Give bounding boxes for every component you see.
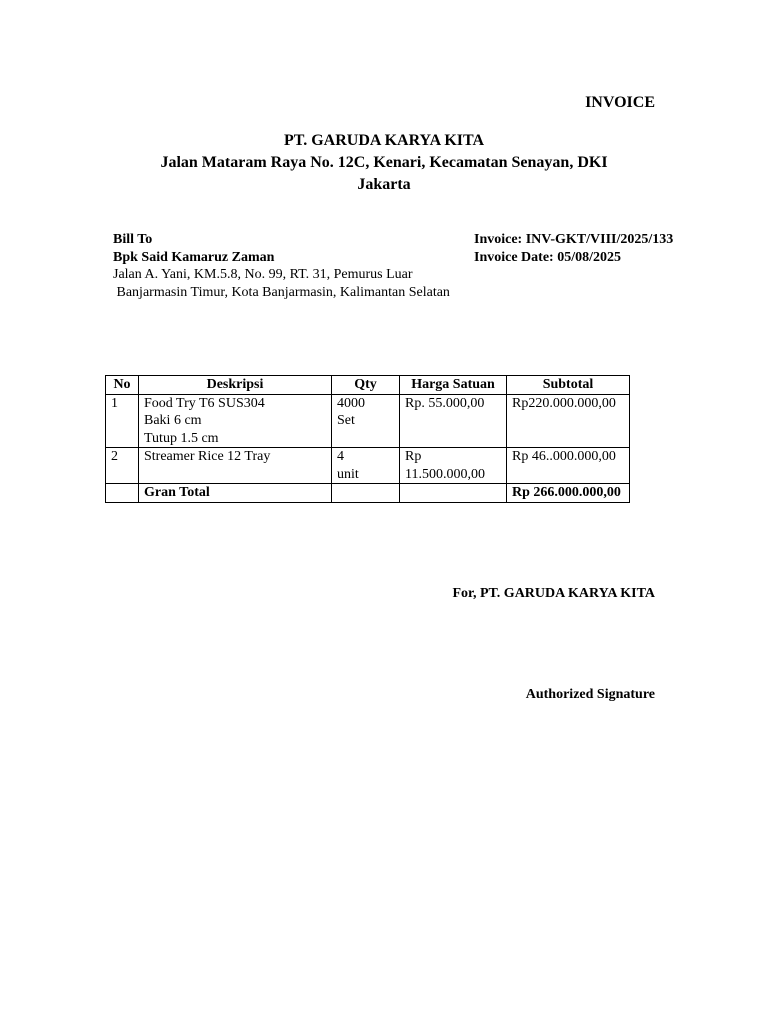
cell-qty: [332, 394, 400, 448]
bill-to-name: Bpk Said Kamaruz Zaman: [113, 249, 275, 265]
cell-qty: [332, 448, 400, 484]
bill-to-address-line-1: Jalan A. Yani, KM.5.8, No. 99, RT. 31, Pemurus Luar: [113, 267, 413, 282]
cell-empty: [106, 484, 139, 503]
unit-price-line: Rp: [405, 449, 422, 464]
table-total-row: [106, 484, 630, 503]
items-table: [105, 375, 630, 503]
company-header: [110, 130, 658, 196]
bill-to-address-line-2: Banjarmasin Timur, Kota Banjarmasin, Kalimantan Selatan: [113, 284, 450, 300]
table-row: [106, 394, 630, 448]
header-unit-price: Harga Satuan: [400, 376, 507, 395]
invoice-title: INVOICE: [585, 94, 655, 111]
header-qty: Qty: [332, 376, 400, 395]
cell-unit-price: [400, 448, 507, 484]
cell-description: [139, 448, 332, 484]
company-address-line-1: Jalan Mataram Raya No. 12C, Kenari, Kecamatan Senayan, DKI: [160, 154, 608, 171]
cell-empty: [400, 484, 507, 503]
cell-subtotal: Rp 46..000.000,00: [507, 448, 630, 484]
cell-subtotal: Rp220.000.000,00: [507, 394, 630, 448]
qty-value: 4: [337, 449, 344, 464]
cell-no: 1: [106, 394, 139, 448]
grand-total-value: Rp 266.000.000,00: [507, 484, 630, 503]
invoice-number: Invoice: INV-GKT/VIII/2025/133: [474, 232, 674, 247]
table-row: [106, 448, 630, 484]
unit-price-line: Rp. 55.000,00: [405, 395, 485, 411]
company-name: PT. GARUDA KARYA KITA: [283, 132, 485, 149]
cell-empty: [332, 484, 400, 503]
authorized-signature-label: Authorized Signature: [525, 687, 655, 702]
table-header-row: [106, 376, 630, 395]
for-company-line: For, PT. GARUDA KARYA KITA: [452, 586, 655, 601]
unit-price-line: 11.500.000,00: [405, 466, 485, 482]
cell-no: 2: [106, 448, 139, 484]
qty-unit: Set: [337, 413, 355, 428]
description-line: Baki 6 cm: [144, 413, 202, 428]
header-no: No: [106, 376, 139, 395]
header-subtotal: Subtotal: [507, 376, 630, 395]
cell-unit-price: [400, 394, 507, 448]
cell-description: [139, 394, 332, 448]
description-line: Food Try T6 SUS304: [144, 395, 265, 411]
qty-unit: unit: [337, 466, 359, 482]
header-description: Deskripsi: [139, 376, 332, 395]
qty-value: 4000: [337, 395, 365, 411]
description-line: Streamer Rice 12 Tray: [144, 449, 271, 464]
invoice-date: Invoice Date: 05/08/2025: [474, 249, 621, 265]
bill-to-block: [113, 231, 450, 301]
bill-to-label: Bill To: [113, 232, 153, 247]
invoice-info-block: [474, 231, 673, 266]
grand-total-label: Gran Total: [139, 484, 332, 503]
company-address-line-2: Jakarta: [357, 176, 411, 193]
description-line: Tutup 1.5 cm: [144, 430, 219, 446]
